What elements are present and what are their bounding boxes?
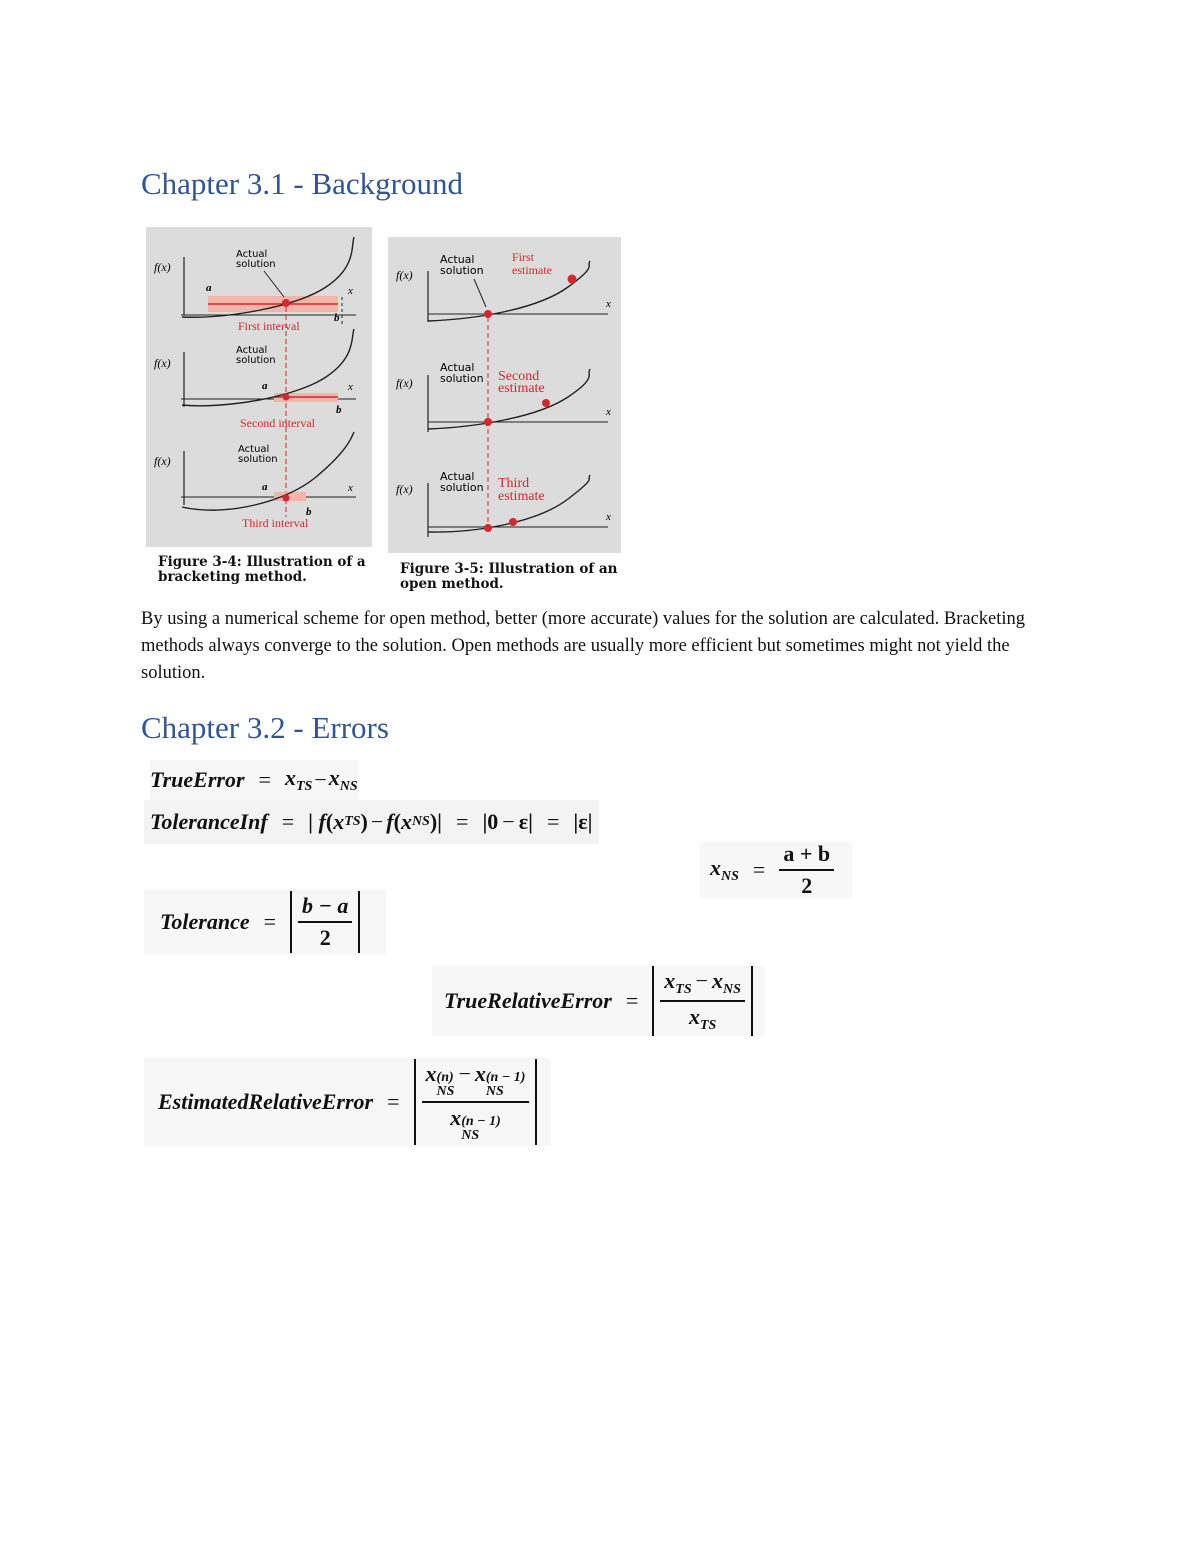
interval-label: First interval — [238, 319, 300, 333]
svg-text:Actual: Actual — [236, 345, 268, 356]
equation-tolerance: Tolerance = $\frac{b - a}{2}$ — [144, 890, 386, 954]
equation-true-error: TrueError = $x_{TS}$ − $x_{NS}$ — [150, 760, 358, 800]
svg-text:f(x): f(x) — [396, 376, 413, 390]
svg-text:b: b — [334, 312, 340, 324]
svg-text:Actual: Actual — [440, 361, 475, 374]
figure-bracketing — [146, 227, 372, 547]
f-label: f(x) — [154, 260, 171, 274]
svg-text:x: x — [348, 285, 353, 297]
svg-text:solution: solution — [440, 372, 484, 385]
equation-tolerance-inf: ToleranceInf = | f ( x TS ) − f ( x NS )| = | 0 − ε | = | ε | — [144, 800, 599, 844]
svg-text:estimate: estimate — [512, 263, 552, 277]
equation-true-relative-error: TrueRelativeError = $\frac{x_{TS} - x_{NS}}{x_{TS}}$ — [432, 966, 765, 1036]
svg-text:f(x): f(x) — [154, 356, 171, 370]
svg-text:Second interval: Second interval — [240, 416, 315, 430]
svg-text:Third: Third — [498, 476, 530, 491]
svg-text:f(x): f(x) — [396, 268, 413, 282]
equation-estimated-relative-error: EstimatedRelativeError = x (n) NS − x (n − 1) NS x (n − 1) NS — [144, 1058, 551, 1146]
heading-errors: Chapter 3.2 - Errors — [141, 710, 389, 745]
svg-text:b: b — [336, 404, 342, 416]
svg-text:x: x — [606, 406, 611, 418]
svg-text:f(x): f(x) — [154, 454, 171, 468]
svg-text:Actual: Actual — [440, 253, 475, 266]
svg-text:Second: Second — [498, 369, 540, 384]
body-paragraph: By using a numerical scheme for open method, better (more accurate) values for the solution are calculated. Bracketing methods always converge to the solution. Open methods are usually more efficient but sometimes might not yield the solution. — [141, 609, 1026, 683]
svg-text:a: a — [262, 481, 268, 493]
svg-text:f(x): f(x) — [396, 482, 413, 496]
svg-text:a: a — [262, 380, 268, 392]
svg-text:solution: solution — [236, 259, 276, 270]
figure-open — [388, 237, 621, 553]
svg-text:a: a — [206, 282, 212, 294]
svg-text:estimate: estimate — [498, 489, 545, 504]
figure-caption-open: Figure 3-5: Illustration of an open method. — [400, 561, 618, 592]
svg-text:b: b — [306, 506, 312, 518]
svg-text:Third interval: Third interval — [242, 516, 309, 530]
heading-background: Chapter 3.1 - Background — [141, 166, 463, 201]
svg-text:x: x — [348, 482, 353, 494]
figure-caption-bracketing: Figure 3-4: Illustration of a bracketing method. — [158, 554, 366, 585]
svg-text:x: x — [606, 511, 611, 523]
svg-text:x: x — [606, 298, 611, 310]
svg-text:solution: solution — [238, 454, 278, 465]
svg-text:Actual: Actual — [238, 444, 270, 455]
svg-text:Actual: Actual — [440, 470, 475, 483]
svg-text:solution: solution — [440, 264, 484, 277]
svg-text:solution: solution — [236, 355, 276, 366]
equation-xns: $x_{NS}$ = $\frac{a + b}{2}$ — [700, 842, 852, 898]
svg-text:x: x — [348, 381, 353, 393]
svg-text:estimate: estimate — [498, 381, 545, 396]
svg-text:First: First — [512, 250, 535, 264]
svg-text:Actual: Actual — [236, 249, 268, 260]
svg-text:solution: solution — [440, 481, 484, 494]
